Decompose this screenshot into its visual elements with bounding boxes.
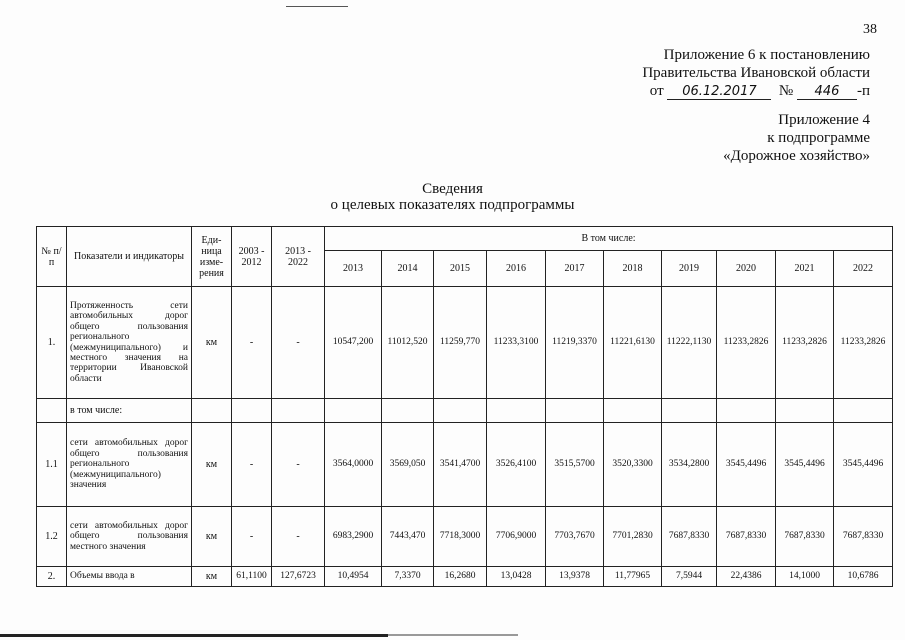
number-sign: № bbox=[778, 83, 794, 99]
subprogram-line-2: к подпрограмме bbox=[767, 130, 870, 146]
header-row bbox=[37, 227, 893, 251]
row-value: 11259,770 bbox=[434, 287, 487, 399]
row-value: 3569,050 bbox=[382, 423, 434, 507]
row-value: 11221,6130 bbox=[604, 287, 662, 399]
row-num: 2. bbox=[37, 567, 67, 587]
table-row bbox=[37, 567, 893, 587]
row-value: 16,2680 bbox=[434, 567, 487, 587]
row-indicator: Протяженность сети автомобильных дорог общего пользования регионального (межмуниципального) и местного значения на территории Ивановской области bbox=[67, 287, 192, 399]
page-number: 38 bbox=[863, 22, 877, 37]
row-indicator: сети автомобильных дорог общего пользования регионального (межмуниципального) значения bbox=[67, 423, 192, 507]
row-value: 3564,0000 bbox=[325, 423, 382, 507]
empty-cell bbox=[192, 399, 232, 423]
row-value: 7443,470 bbox=[382, 507, 434, 567]
row-value: 7687,8330 bbox=[662, 507, 717, 567]
empty-cell bbox=[776, 399, 834, 423]
handwritten-date: 06.12.2017 bbox=[667, 84, 771, 100]
top-rule bbox=[286, 6, 348, 7]
header-unit: Еди-ница изме-рения bbox=[192, 227, 232, 287]
date-prefix: от bbox=[649, 83, 664, 99]
row-value: 13,0428 bbox=[487, 567, 546, 587]
row-period-2: - bbox=[272, 423, 325, 507]
row-subheading: в том числе: bbox=[67, 399, 192, 423]
row-value: 7703,7670 bbox=[546, 507, 604, 567]
row-unit: км bbox=[192, 507, 232, 567]
table-row bbox=[37, 507, 893, 567]
row-value: 11222,1130 bbox=[662, 287, 717, 399]
row-value: 7,5944 bbox=[662, 567, 717, 587]
year-header: 2022 bbox=[834, 251, 893, 287]
row-value: 7687,8330 bbox=[834, 507, 893, 567]
row-value: 10,6786 bbox=[834, 567, 893, 587]
decree-date-line bbox=[642, 82, 870, 100]
appendix-line-2: Правительства Ивановской области bbox=[642, 65, 870, 81]
row-value: 11233,2826 bbox=[834, 287, 893, 399]
empty-cell bbox=[37, 399, 67, 423]
row-period-2: 127,6723 bbox=[272, 567, 325, 587]
row-period-2: - bbox=[272, 507, 325, 567]
row-period-1: - bbox=[232, 287, 272, 399]
row-value: 3545,4496 bbox=[717, 423, 776, 507]
indicators-table bbox=[36, 226, 893, 587]
appendix-line-1: Приложение 6 к постановлению bbox=[663, 47, 870, 63]
row-period-2: - bbox=[272, 287, 325, 399]
row-value: 10,4954 bbox=[325, 567, 382, 587]
subprogram-line-3: «Дорожное хозяйство» bbox=[723, 148, 870, 164]
year-header: 2013 bbox=[325, 251, 382, 287]
header-num: № п/п bbox=[37, 227, 67, 287]
row-value: 7687,8330 bbox=[717, 507, 776, 567]
empty-cell bbox=[434, 399, 487, 423]
row-num: 1.2 bbox=[37, 507, 67, 567]
empty-cell bbox=[604, 399, 662, 423]
scan-edge-line bbox=[0, 634, 388, 637]
document-title: Сведения bbox=[422, 181, 483, 197]
row-value: 22,4386 bbox=[717, 567, 776, 587]
scan-edge-line bbox=[388, 634, 518, 636]
empty-cell bbox=[325, 399, 382, 423]
header-including: В том числе: bbox=[325, 227, 893, 251]
row-value: 11233,2826 bbox=[776, 287, 834, 399]
empty-cell bbox=[662, 399, 717, 423]
empty-cell bbox=[272, 399, 325, 423]
row-value: 3526,4100 bbox=[487, 423, 546, 507]
year-header: 2016 bbox=[487, 251, 546, 287]
empty-cell bbox=[232, 399, 272, 423]
empty-cell bbox=[717, 399, 776, 423]
row-unit: км bbox=[192, 567, 232, 587]
row-value: 7718,3000 bbox=[434, 507, 487, 567]
header-period-2003-2012: 2003 - 2012 bbox=[232, 227, 272, 287]
header-period-2013-2022: 2013 - 2022 bbox=[272, 227, 325, 287]
year-header: 2014 bbox=[382, 251, 434, 287]
header-indicator: Показатели и индикаторы bbox=[67, 227, 192, 287]
row-value: 3534,2800 bbox=[662, 423, 717, 507]
row-value: 11012,520 bbox=[382, 287, 434, 399]
year-header: 2015 bbox=[434, 251, 487, 287]
row-value: 3520,3300 bbox=[604, 423, 662, 507]
row-value: 3545,4496 bbox=[776, 423, 834, 507]
row-period-1: 61,1100 bbox=[232, 567, 272, 587]
row-value: 3515,5700 bbox=[546, 423, 604, 507]
year-header: 2019 bbox=[662, 251, 717, 287]
row-unit: км bbox=[192, 287, 232, 399]
empty-cell bbox=[382, 399, 434, 423]
handwritten-number: 446 bbox=[797, 84, 857, 100]
table-subheading-row bbox=[37, 399, 893, 423]
appendix-header bbox=[642, 46, 870, 100]
row-num: 1.1 bbox=[37, 423, 67, 507]
table-row bbox=[37, 423, 893, 507]
row-value: 7701,2830 bbox=[604, 507, 662, 567]
year-header: 2020 bbox=[717, 251, 776, 287]
empty-cell bbox=[487, 399, 546, 423]
row-value: 11219,3370 bbox=[546, 287, 604, 399]
year-header: 2018 bbox=[604, 251, 662, 287]
row-value: 10547,200 bbox=[325, 287, 382, 399]
subprogram-line-1: Приложение 4 bbox=[778, 112, 870, 128]
row-value: 6983,2900 bbox=[325, 507, 382, 567]
empty-cell bbox=[546, 399, 604, 423]
year-header: 2021 bbox=[776, 251, 834, 287]
row-indicator: сети автомобильных дорог общего пользования местного значения bbox=[67, 507, 192, 567]
row-indicator: Объемы ввода в bbox=[67, 567, 192, 587]
row-value: 7687,8330 bbox=[776, 507, 834, 567]
row-unit: км bbox=[192, 423, 232, 507]
year-header: 2017 bbox=[546, 251, 604, 287]
row-value: 7,3370 bbox=[382, 567, 434, 587]
row-num: 1. bbox=[37, 287, 67, 399]
number-suffix: -п bbox=[856, 83, 870, 99]
empty-cell bbox=[834, 399, 893, 423]
table-row bbox=[37, 287, 893, 399]
row-value: 11,77965 bbox=[604, 567, 662, 587]
row-value: 13,9378 bbox=[546, 567, 604, 587]
row-value: 11233,2826 bbox=[717, 287, 776, 399]
row-value: 14,1000 bbox=[776, 567, 834, 587]
row-period-1: - bbox=[232, 507, 272, 567]
subprogram-header bbox=[723, 111, 870, 165]
row-value: 7706,9000 bbox=[487, 507, 546, 567]
row-value: 3541,4700 bbox=[434, 423, 487, 507]
row-value: 3545,4496 bbox=[834, 423, 893, 507]
row-value: 11233,3100 bbox=[487, 287, 546, 399]
document-subtitle: о целевых показателях подпрограммы bbox=[330, 197, 575, 213]
row-period-1: - bbox=[232, 423, 272, 507]
